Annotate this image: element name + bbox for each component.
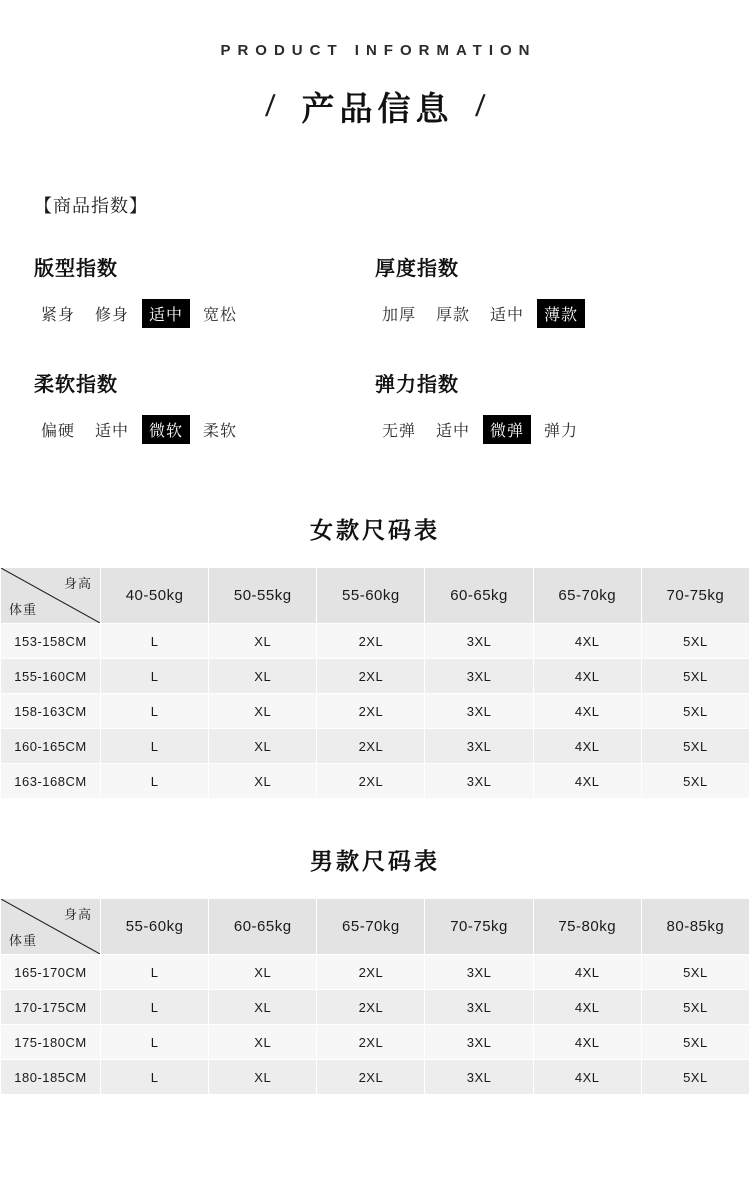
index-option-selected[interactable]: 适中 bbox=[142, 299, 190, 328]
table-cell: 4XL bbox=[533, 1025, 641, 1060]
column-header: 65-70kg bbox=[317, 899, 425, 955]
bottom-spacer bbox=[0, 1095, 750, 1155]
index-option-list bbox=[34, 415, 375, 444]
men-size-section bbox=[0, 843, 750, 1095]
women-size-table-title: 女款尺码表 bbox=[310, 517, 440, 543]
table-cell: XL bbox=[209, 764, 317, 799]
index-group-elasticity bbox=[375, 368, 716, 444]
table-cell: 3XL bbox=[425, 764, 533, 799]
row-header: 163-168CM bbox=[1, 764, 101, 799]
index-option-selected[interactable]: 微软 bbox=[142, 415, 190, 444]
product-index-grid bbox=[34, 252, 716, 444]
table-row bbox=[1, 729, 750, 764]
table-cell: 4XL bbox=[533, 694, 641, 729]
row-header: 153-158CM bbox=[1, 624, 101, 659]
table-cell: 4XL bbox=[533, 624, 641, 659]
table-cell: 3XL bbox=[425, 729, 533, 764]
men-size-table-wrap bbox=[0, 898, 750, 1095]
table-cell: L bbox=[101, 764, 209, 799]
table-cell: 5XL bbox=[641, 1025, 749, 1060]
product-index-section bbox=[0, 192, 750, 444]
index-option[interactable]: 宽松 bbox=[203, 307, 238, 324]
table-cell: 3XL bbox=[425, 1025, 533, 1060]
table-cell: XL bbox=[209, 990, 317, 1025]
index-group-label: 厚度指数 bbox=[375, 258, 459, 280]
index-option[interactable]: 适中 bbox=[436, 423, 471, 440]
table-cell: 5XL bbox=[641, 729, 749, 764]
index-option[interactable]: 无弹 bbox=[382, 423, 417, 440]
table-cell: 4XL bbox=[533, 729, 641, 764]
column-header: 80-85kg bbox=[641, 899, 749, 955]
index-group-thickness bbox=[375, 252, 716, 328]
table-cell: 4XL bbox=[533, 990, 641, 1025]
table-row bbox=[1, 1060, 750, 1095]
table-cell: 5XL bbox=[641, 955, 749, 990]
table-cell: 2XL bbox=[317, 955, 425, 990]
table-cell: 3XL bbox=[425, 694, 533, 729]
table-cell: 3XL bbox=[425, 624, 533, 659]
column-header: 60-65kg bbox=[209, 899, 317, 955]
index-option-list bbox=[34, 299, 375, 328]
index-option[interactable]: 偏硬 bbox=[41, 423, 76, 440]
row-header: 170-175CM bbox=[1, 990, 101, 1025]
table-cell: 3XL bbox=[425, 955, 533, 990]
table-cell: XL bbox=[209, 659, 317, 694]
corner-cell bbox=[1, 568, 101, 624]
index-option-list bbox=[375, 299, 716, 328]
women-size-section bbox=[0, 512, 750, 799]
table-row bbox=[1, 659, 750, 694]
index-option[interactable]: 适中 bbox=[490, 307, 525, 324]
index-option[interactable]: 修身 bbox=[95, 307, 130, 324]
column-header: 65-70kg bbox=[533, 568, 641, 624]
table-row bbox=[1, 990, 750, 1025]
table-cell: 2XL bbox=[317, 729, 425, 764]
page-title: 产品信息 bbox=[301, 90, 454, 127]
eyebrow-text: PRODUCT INFORMATION bbox=[220, 42, 537, 59]
table-cell: 2XL bbox=[317, 1060, 425, 1095]
table-cell: 2XL bbox=[317, 764, 425, 799]
table-cell: 5XL bbox=[641, 659, 749, 694]
corner-cell bbox=[1, 899, 101, 955]
row-header: 180-185CM bbox=[1, 1060, 101, 1095]
row-header: 158-163CM bbox=[1, 694, 101, 729]
table-cell: 3XL bbox=[425, 990, 533, 1025]
index-option[interactable]: 紧身 bbox=[41, 307, 76, 324]
table-cell: 5XL bbox=[641, 990, 749, 1025]
table-cell: 5XL bbox=[641, 764, 749, 799]
table-header-row bbox=[1, 568, 750, 624]
table-cell: L bbox=[101, 694, 209, 729]
table-cell: 3XL bbox=[425, 1060, 533, 1095]
index-group-label: 柔软指数 bbox=[34, 374, 118, 396]
index-group-softness bbox=[34, 368, 375, 444]
table-cell: L bbox=[101, 624, 209, 659]
table-cell: XL bbox=[209, 1025, 317, 1060]
table-cell: L bbox=[101, 990, 209, 1025]
table-cell: L bbox=[101, 1025, 209, 1060]
column-header: 70-75kg bbox=[641, 568, 749, 624]
index-option-selected[interactable]: 微弹 bbox=[483, 415, 531, 444]
corner-label-height: 身高 bbox=[63, 907, 92, 922]
row-header: 175-180CM bbox=[1, 1025, 101, 1060]
column-header: 50-55kg bbox=[209, 568, 317, 624]
table-cell: L bbox=[101, 659, 209, 694]
column-header: 55-60kg bbox=[317, 568, 425, 624]
table-cell: 3XL bbox=[425, 659, 533, 694]
index-option-selected[interactable]: 薄款 bbox=[537, 299, 585, 328]
column-header: 60-65kg bbox=[425, 568, 533, 624]
table-row bbox=[1, 624, 750, 659]
table-cell: L bbox=[101, 729, 209, 764]
product-index-heading: 【商品指数】 bbox=[34, 196, 148, 216]
table-row bbox=[1, 764, 750, 799]
index-option[interactable]: 弹力 bbox=[544, 423, 579, 440]
table-cell: 2XL bbox=[317, 659, 425, 694]
row-header: 160-165CM bbox=[1, 729, 101, 764]
table-cell: 2XL bbox=[317, 1025, 425, 1060]
table-cell: 4XL bbox=[533, 764, 641, 799]
table-cell: L bbox=[101, 1060, 209, 1095]
table-cell: XL bbox=[209, 955, 317, 990]
table-row bbox=[1, 694, 750, 729]
table-cell: L bbox=[101, 955, 209, 990]
index-group-label: 弹力指数 bbox=[375, 374, 459, 396]
row-header: 165-170CM bbox=[1, 955, 101, 990]
column-header: 75-80kg bbox=[533, 899, 641, 955]
index-option[interactable]: 厚款 bbox=[436, 307, 471, 324]
corner-label-weight: 体重 bbox=[9, 602, 38, 617]
table-row bbox=[1, 1025, 750, 1060]
title-row bbox=[0, 83, 750, 130]
slash-left-decoration: / bbox=[264, 89, 277, 123]
table-cell: XL bbox=[209, 624, 317, 659]
table-header-row bbox=[1, 899, 750, 955]
table-cell: XL bbox=[209, 1060, 317, 1095]
index-option[interactable]: 加厚 bbox=[382, 307, 417, 324]
index-group-label: 版型指数 bbox=[34, 258, 118, 280]
table-row bbox=[1, 955, 750, 990]
table-cell: 4XL bbox=[533, 955, 641, 990]
table-cell: 2XL bbox=[317, 990, 425, 1025]
column-header: 70-75kg bbox=[425, 899, 533, 955]
table-cell: 5XL bbox=[641, 1060, 749, 1095]
table-cell: 5XL bbox=[641, 694, 749, 729]
index-option[interactable]: 适中 bbox=[95, 423, 130, 440]
table-cell: XL bbox=[209, 694, 317, 729]
index-option-list bbox=[375, 415, 716, 444]
corner-label-height: 身高 bbox=[63, 576, 92, 591]
table-cell: XL bbox=[209, 729, 317, 764]
table-cell: 2XL bbox=[317, 624, 425, 659]
women-size-table-wrap bbox=[0, 567, 750, 799]
men-size-table bbox=[0, 898, 750, 1095]
page-header bbox=[0, 0, 750, 130]
column-header: 40-50kg bbox=[101, 568, 209, 624]
women-size-table bbox=[0, 567, 750, 799]
row-header: 155-160CM bbox=[1, 659, 101, 694]
slash-right-decoration: / bbox=[473, 89, 486, 123]
men-size-table-title: 男款尺码表 bbox=[310, 848, 440, 874]
corner-label-weight: 体重 bbox=[9, 933, 38, 948]
table-cell: 5XL bbox=[641, 624, 749, 659]
table-cell: 4XL bbox=[533, 659, 641, 694]
index-option[interactable]: 柔软 bbox=[203, 423, 238, 440]
table-cell: 4XL bbox=[533, 1060, 641, 1095]
index-group-fit bbox=[34, 252, 375, 328]
table-cell: 2XL bbox=[317, 694, 425, 729]
column-header: 55-60kg bbox=[101, 899, 209, 955]
